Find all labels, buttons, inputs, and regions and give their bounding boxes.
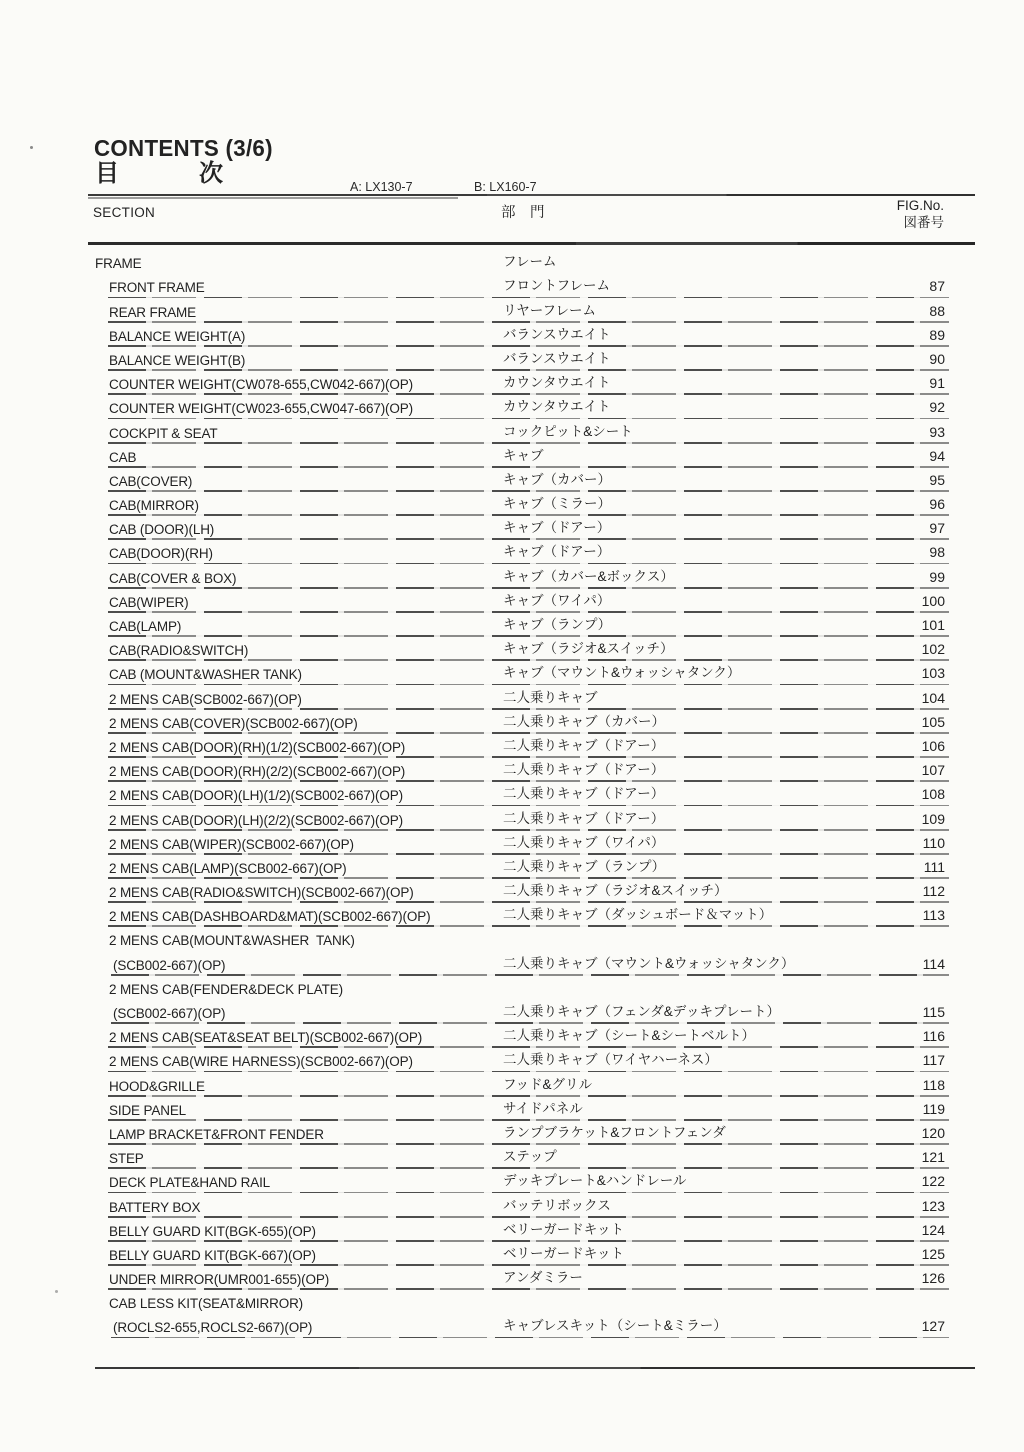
entry-title-jp: フロントフレーム [503, 278, 611, 294]
entry-title-en: 2 MENS CAB(SEAT&SEAT BELT)(SCB002-667)(OP) [109, 1030, 423, 1046]
fig-number: 104 [921, 689, 945, 706]
entry-title-jp: アンダミラー [503, 1270, 583, 1286]
table-row [95, 734, 955, 758]
title-jp-char-right: 次 [199, 160, 223, 187]
table-row [95, 516, 955, 540]
table-row [95, 1024, 955, 1048]
entry-title-en: SIDE PANEL [109, 1102, 187, 1118]
entry-title-jp: キャブ（ワイパ） [503, 592, 611, 608]
entry-title-jp: 二人乗りキャブ（ワイパ） [503, 834, 665, 850]
entry-title-jp: キャブ（マウント&ウォッシャタンク） [503, 665, 741, 681]
table-row [95, 1218, 955, 1242]
entry-title-jp: フッド&グリル [503, 1076, 593, 1092]
table-row [95, 637, 955, 661]
fig-number: 107 [921, 762, 945, 779]
table-row [95, 951, 955, 975]
entry-title-jp: サイドパネル [503, 1100, 583, 1116]
table-row [95, 613, 955, 637]
entry-title-jp: カウンタウエイト [503, 399, 611, 415]
entry-title-en: CAB(RADIO&SWITCH) [109, 643, 249, 659]
entry-title-jp: バッテリボックス [503, 1197, 611, 1213]
header-rule-top-echo [88, 197, 458, 199]
entry-title-jp: キャブ（カバー&ボックス） [503, 568, 674, 584]
entry-title-en: 2 MENS CAB(DOOR)(RH)(2/2)(SCB002-667)(OP) [109, 764, 406, 780]
fig-number: 123 [921, 1197, 945, 1214]
fig-number: 100 [921, 592, 945, 609]
table-row [95, 806, 955, 830]
entry-title-en: FRONT FRAME [109, 280, 205, 296]
table-row [95, 782, 955, 806]
footer-rule [95, 1367, 975, 1369]
table-row [95, 492, 955, 516]
fig-number: 89 [929, 326, 945, 343]
entry-title-en: BALANCE WEIGHT(A) [109, 328, 246, 344]
entry-title-en: 2 MENS CAB(LAMP)(SCB002-667)(OP) [109, 860, 347, 876]
entry-title-jp: 二人乗りキャブ（カバー） [503, 713, 665, 729]
entry-title-jp: キャブレスキット（シート&ミラー） [503, 1318, 727, 1334]
table-row [95, 710, 955, 734]
fig-number: 106 [921, 737, 945, 754]
entry-title-en: BELLY GUARD KIT(BGK-667)(OP) [109, 1247, 316, 1263]
fig-number: 117 [922, 1052, 945, 1069]
column-header-section: SECTION [93, 205, 156, 220]
entry-title-en: DECK PLATE&HAND RAIL [109, 1175, 271, 1191]
entry-title-jp: バランスウエイト [503, 326, 611, 342]
entry-title-jp: キャブ（ミラー） [503, 496, 611, 512]
entry-title-jp: コックピット&シート [503, 423, 633, 439]
entry-title-en: 2 MENS CAB(DOOR)(LH)(2/2)(SCB002-667)(OP) [109, 812, 403, 828]
table-row [95, 879, 955, 903]
fig-number: 95 [929, 471, 945, 488]
entry-title-en: LAMP BRACKET&FRONT FENDER [109, 1126, 324, 1142]
entry-title-jp: 二人乗りキャブ（ランプ） [503, 858, 666, 874]
entry-title-jp: キャブ（ランプ） [503, 617, 612, 632]
fig-number: 97 [929, 520, 945, 537]
table-row [95, 1121, 955, 1145]
table-row [95, 444, 955, 468]
fig-number: 112 [922, 883, 945, 900]
model-variant-a: A: LX130-7 [350, 180, 413, 194]
entry-title-en: 2 MENS CAB(MOUNT&WASHER TANK) [109, 933, 355, 949]
entry-title-en: CAB(COVER & BOX) [109, 570, 237, 586]
entry-title-en: 2 MENS CAB(WIRE HARNESS)(SCB002-667)(OP) [109, 1054, 413, 1070]
table-row [95, 831, 955, 855]
table-row [95, 1242, 955, 1266]
fig-number: 119 [922, 1100, 945, 1117]
entry-title-en: CAB(LAMP) [109, 619, 182, 634]
fig-number: 92 [929, 399, 945, 416]
entry-title-en: BALANCE WEIGHT(B) [109, 352, 246, 368]
entry-title-en: CAB (MOUNT&WASHER TANK) [109, 667, 302, 683]
entry-title-en: 2 MENS CAB(DOOR)(LH)(1/2)(SCB002-667)(OP) [109, 788, 403, 804]
entry-title-jp: 二人乗りキャブ（シート&シートベルト） [503, 1028, 756, 1044]
table-row [95, 1266, 955, 1290]
header-rule-top [88, 194, 975, 196]
fig-number: 98 [929, 544, 945, 561]
table-row [95, 1169, 955, 1193]
table-row [95, 758, 955, 782]
fig-number: 124 [921, 1221, 945, 1238]
table-row [95, 540, 955, 564]
entry-title-jp: ベリーガードキット [503, 1245, 624, 1261]
entry-title-en: REAR FRAME [109, 304, 197, 320]
entry-title-en: UNDER MIRROR(UMR001-655)(OP) [109, 1272, 330, 1288]
entry-title-jp: フレーム [503, 254, 557, 270]
fig-number: 103 [921, 665, 945, 682]
entry-title-jp: 二人乗りキャブ（ドアー） [503, 810, 665, 826]
entry-title-en: 2 MENS CAB(RADIO&SWITCH)(SCB002-667)(OP) [109, 885, 414, 901]
entry-title-jp: キャブ（ドアー） [503, 544, 611, 560]
table-row [95, 274, 955, 298]
table-row [95, 347, 955, 371]
entry-title-jp: 二人乗りキャブ（ドアー） [503, 762, 665, 778]
entry-title-en: CAB (DOOR)(LH) [109, 522, 215, 538]
entry-title-jp: キャブ [503, 447, 544, 463]
table-row [95, 927, 955, 951]
table-row [95, 323, 955, 347]
model-variant-b: B: LX160-7 [474, 180, 537, 194]
fig-no-label-jp: 図番号 [903, 215, 944, 231]
fig-number: 91 [929, 375, 945, 392]
entry-title-en: CAB LESS KIT(SEAT&MIRROR) [109, 1296, 304, 1312]
entry-title-jp: ステップ [503, 1149, 557, 1165]
scan-speck [55, 1290, 58, 1293]
entry-title-jp: リヤーフレーム [503, 302, 597, 318]
fig-number: 108 [921, 786, 945, 803]
fig-number: 109 [921, 810, 945, 827]
fig-number: 122 [921, 1173, 945, 1190]
entry-title-jp: 二人乗りキャブ [503, 689, 598, 705]
fig-number: 88 [929, 302, 945, 319]
entry-title-en: BATTERY BOX [109, 1199, 201, 1215]
entry-title-jp: 二人乗りキャブ（ドアー） [503, 737, 665, 753]
section-header-row [95, 250, 955, 274]
table-row [95, 589, 955, 613]
entry-title-en: 2 MENS CAB(SCB002-667)(OP) [109, 691, 302, 707]
entry-title-en: 2 MENS CAB(WIPER)(SCB002-667)(OP) [109, 836, 354, 852]
entry-title-en: STEP [109, 1151, 144, 1167]
table-row [95, 1097, 955, 1121]
entry-title-en: COCKPIT & SEAT [109, 425, 218, 441]
fig-number: 120 [921, 1124, 945, 1141]
entry-title-jp: 二人乗りキャブ（フェンダ&デッキプレート） [503, 1004, 780, 1019]
entry-title-en: 2 MENS CAB(COVER)(SCB002-667)(OP) [109, 715, 358, 731]
entry-title-jp: 二人乗りキャブ（ラジオ&スイッチ） [503, 883, 728, 899]
entry-title-en: CAB [109, 449, 137, 465]
fig-number: 113 [922, 907, 945, 924]
table-row [95, 468, 955, 492]
table-row [95, 564, 955, 588]
entry-title-jp: 二人乗りキャブ（ワイヤハーネス） [503, 1052, 718, 1068]
entry-title-jp: バランスウエイト [503, 350, 611, 366]
table-row [95, 903, 955, 927]
entry-title-en: BELLY GUARD KIT(BGK-655)(OP) [109, 1223, 316, 1239]
fig-number: 114 [922, 955, 945, 972]
entry-title-en: CAB(WIPER) [109, 594, 189, 610]
fig-number: 111 [923, 858, 945, 875]
table-row [95, 371, 955, 395]
column-header-department-jp: 部 門 [501, 205, 545, 221]
entry-title-jp: キャブ（ドアー） [503, 520, 611, 536]
fig-number: 101 [921, 617, 945, 633]
entry-title-jp: 二人乗りキャブ（ドアー） [503, 786, 665, 802]
fig-number: 90 [929, 350, 945, 367]
fig-number: 99 [929, 568, 945, 585]
fig-number: 102 [921, 641, 945, 658]
table-row [95, 1048, 955, 1072]
entry-title-en: COUNTER WEIGHT(CW078-655,CW042-667)(OP) [109, 377, 413, 393]
entry-title-jp: ベリーガードキット [503, 1221, 624, 1237]
fig-no-label: FIG.No. [896, 198, 944, 213]
table-row [95, 298, 955, 322]
fig-number: 127 [921, 1318, 945, 1335]
fig-number: 118 [922, 1076, 945, 1093]
entry-title-jp: ランプブラケット&フロントフェンダ [503, 1124, 726, 1140]
table-row [95, 1314, 955, 1338]
table-row [95, 976, 955, 1000]
entry-title-en: FRAME [95, 256, 142, 272]
page-title: CONTENTS (3/6) [94, 135, 273, 161]
entry-title-en: CAB(DOOR)(RH) [109, 546, 213, 562]
contents-table [95, 250, 955, 1338]
fig-number: 87 [929, 278, 945, 295]
fig-number: 110 [922, 834, 945, 851]
entry-title-en: (SCB002-667)(OP) [113, 1006, 226, 1021]
entry-title-jp: キャブ（ラジオ&スイッチ） [503, 641, 674, 657]
table-row [95, 419, 955, 443]
entry-title-en: (ROCLS2-655,ROCLS2-667)(OP) [113, 1320, 313, 1336]
entry-title-en: 2 MENS CAB(DOOR)(RH)(1/2)(SCB002-667)(OP) [109, 739, 406, 755]
header-rule-bottom [88, 242, 975, 245]
dotted-leader [111, 1337, 949, 1339]
fig-number: 116 [922, 1028, 945, 1045]
table-row [95, 855, 955, 879]
table-row [95, 661, 955, 685]
fig-number: 125 [921, 1245, 945, 1262]
fig-number: 105 [921, 713, 945, 730]
entry-title-en: CAB(COVER) [109, 473, 193, 489]
fig-number: 115 [922, 1004, 945, 1020]
column-header-fig-no [872, 197, 944, 232]
table-row [95, 1193, 955, 1217]
page-title-japanese [95, 161, 223, 187]
entry-title-jp: 二人乗りキャブ（ダッシュボード＆マット） [503, 907, 773, 923]
entry-title-en: HOOD&GRILLE [109, 1078, 205, 1094]
table-row [95, 1290, 955, 1314]
table-row [95, 685, 955, 709]
entry-title-en: 2 MENS CAB(DASHBOARD&MAT)(SCB002-667)(OP) [109, 909, 431, 925]
entry-title-en: COUNTER WEIGHT(CW023-655,CW047-667)(OP) [109, 401, 413, 417]
entry-title-jp: デッキプレート&ハンドレール [503, 1173, 687, 1189]
entry-title-en: CAB(MIRROR) [109, 498, 199, 514]
entry-title-en: (SCB002-667)(OP) [113, 957, 226, 973]
entry-title-jp: キャブ（カバー） [503, 471, 611, 487]
fig-number: 94 [929, 447, 945, 464]
title-jp-char-left: 目 [95, 160, 119, 187]
table-row [95, 1000, 955, 1024]
entry-title-en: 2 MENS CAB(FENDER&DECK PLATE) [109, 981, 343, 997]
fig-number: 96 [929, 496, 945, 513]
entry-title-jp: 二人乗りキャブ（マウント&ウォッシャタンク） [503, 955, 795, 971]
fig-number: 93 [929, 423, 945, 440]
table-row [95, 395, 955, 419]
fig-number: 126 [921, 1270, 945, 1287]
fig-number: 121 [921, 1149, 945, 1166]
scan-speck [30, 146, 33, 149]
entry-title-jp: カウンタウエイト [503, 375, 611, 391]
table-row [95, 1072, 955, 1096]
table-row [95, 1145, 955, 1169]
